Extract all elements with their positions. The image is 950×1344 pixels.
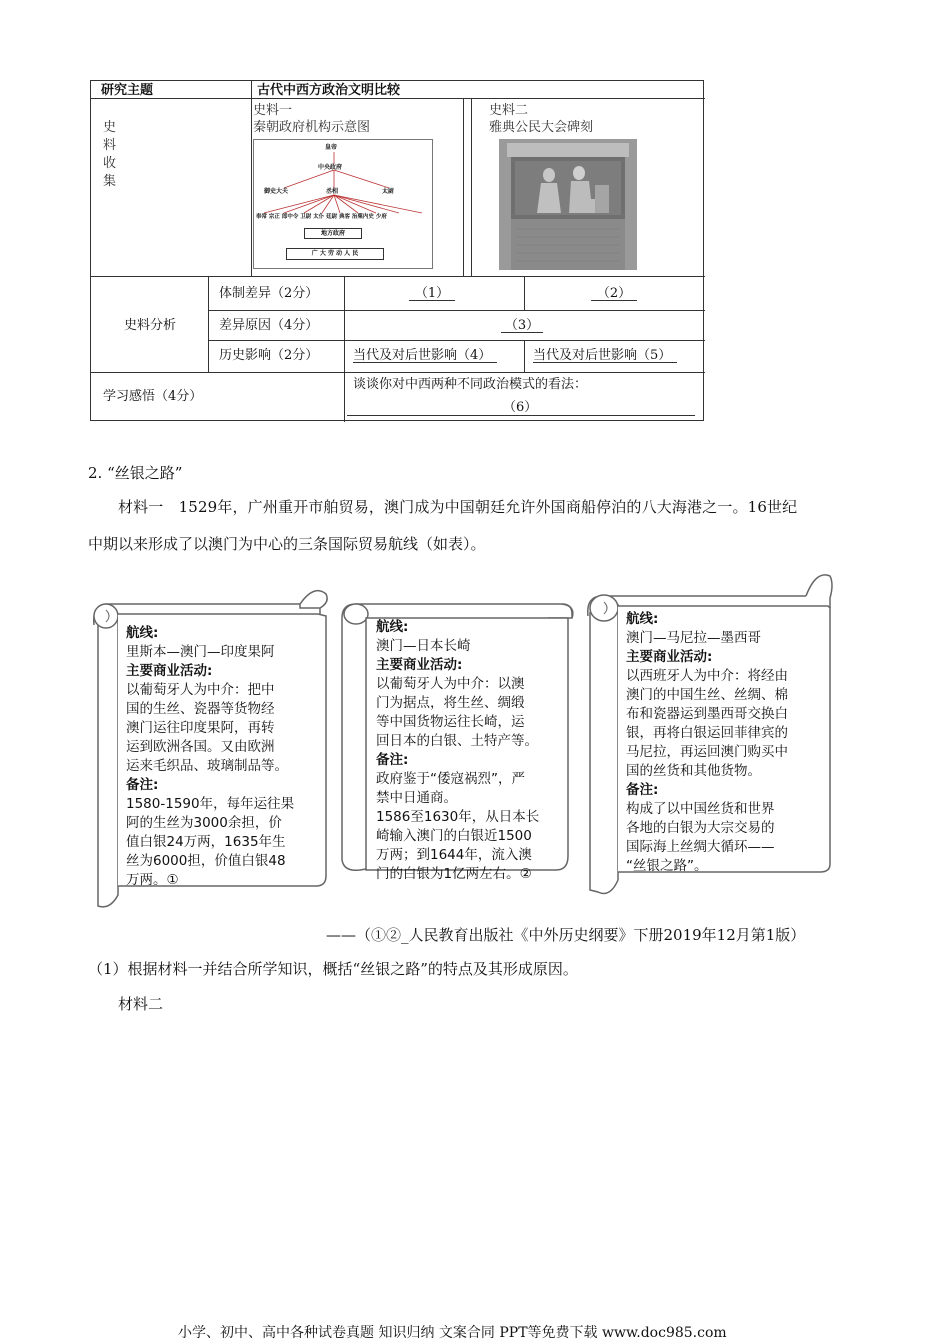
source1-caption: 秦朝政府机构示意图: [253, 120, 371, 135]
research-table: [90, 80, 704, 421]
scroll-text-line: 门的白银为1亿两左右。②: [376, 866, 532, 882]
row1-blank-1: （1）: [409, 287, 455, 301]
collect-char: 料: [103, 138, 117, 153]
source-note: ——（①②_人民教育出版社《中外历史纲要》下册2019年12月第1版）: [326, 926, 806, 944]
scroll-text-line: 1580-1590年，每年运往果: [126, 796, 295, 812]
reflect-underline: [347, 415, 695, 416]
scroll-section-heading: 主要商业活动:: [376, 657, 463, 673]
collect-char: 史: [103, 120, 117, 135]
question-heading: 2. “丝银之路”: [88, 464, 183, 482]
scroll-section-heading: 主要商业活动:: [626, 649, 713, 665]
collect-char: 收: [103, 156, 117, 171]
scroll-text-line: 国际海上丝绸大循环——: [626, 839, 775, 855]
row2-label: 差异原因（4分）: [219, 318, 319, 333]
scroll-text-line: 里斯本—澳门—印度果阿: [126, 644, 275, 660]
topic-label: 研究主题: [101, 83, 154, 98]
scroll-section-heading: 航线:: [126, 625, 159, 641]
scroll-text-line: 崎输入澳门的白银近1500: [376, 828, 532, 844]
stele-relief: [499, 139, 637, 270]
diagram-people: 广 大 劳 动 人 民: [286, 248, 384, 260]
scroll-text-line: 丝为6000担，价值白银48: [126, 853, 286, 869]
material1-line1: 材料一 1529年，广州重开市舶贸易，澳门成为中国朝廷允许外国商船停泊的八大海港之一。16世纪: [118, 498, 798, 516]
scroll-section-heading: 主要商业活动:: [126, 663, 213, 679]
scroll-text-line: 以葡萄牙人为中介：把中: [126, 682, 275, 698]
row2-blank: （3）: [501, 319, 543, 333]
material1-line2: 中期以来形成了以澳门为中心的三条国际贸易航线（如表）。: [88, 535, 486, 553]
row3-label: 历史影响（2分）: [219, 348, 319, 363]
row3-blank-1: 当代及对后世影响（4）: [353, 349, 497, 363]
scroll-text-line: 澳门—马尼拉—墨西哥: [626, 630, 761, 646]
scroll-section-heading: 航线:: [626, 611, 659, 627]
diagram-emperor: 皇帝: [325, 144, 338, 151]
scroll-text-line: 1586至1630年，从日本长: [376, 809, 540, 825]
reflect-blank: （6）: [503, 400, 538, 415]
scroll-text-line: 门为据点，将生丝、绸缎: [376, 695, 525, 711]
scroll-text-line: 马尼拉，再运回澳门购买中: [626, 744, 788, 760]
collect-label: [103, 119, 119, 191]
diagram-taiwei: 太尉: [382, 188, 395, 195]
scroll-card-2: [336, 600, 576, 890]
diagram-ministers: 奉常 宗正 郎中令 卫尉 太仆 廷尉 典客 治粟内史 少府: [256, 214, 387, 220]
row3-blank-2: 当代及对后世影响（5）: [533, 349, 677, 363]
scroll-text-line: 构成了以中国丝货和世界: [626, 801, 775, 817]
reflect-label: 学习感悟（4分）: [103, 389, 203, 404]
scroll-text-line: 国的生丝、瓷器等货物经: [126, 701, 275, 717]
scroll-text-line: 澳门的中国生丝、丝绸、棉: [626, 687, 788, 703]
row1-label: 体制差异（2分）: [219, 286, 319, 301]
reflect-prompt: 谈谈你对中西两种不同政治模式的看法：: [353, 377, 588, 392]
analysis-label: 史料分析: [124, 318, 177, 333]
scroll-text-line: 以葡萄牙人为中介：以澳: [376, 676, 525, 692]
scroll-section-heading: 备注:: [626, 782, 659, 798]
diagram-chengxiang: 丞相: [326, 188, 339, 195]
scroll-text-line: 阿的生丝为3000余担，价: [126, 815, 282, 831]
scroll-text-line: 万两；到1644年，流入澳: [376, 847, 532, 863]
scroll-text-line: 禁中日通商。: [376, 790, 457, 806]
scroll-text-line: 澳门—日本长崎: [376, 638, 471, 654]
scroll-text-line: 运到欧洲各国。又由欧洲: [126, 739, 275, 755]
material2-label: 材料二: [118, 995, 164, 1013]
scroll-text-line: 各地的白银为大宗交易的: [626, 820, 775, 836]
scroll-text-line: 政府鉴于“倭寇祸烈”，严: [376, 771, 525, 787]
scroll-text-line: 值白银24万两，1635年生: [126, 834, 286, 850]
scroll-text-line: “丝银之路”。: [626, 858, 708, 874]
diagram-local: 地方政府: [304, 228, 362, 239]
scroll-text-line: 万两。①: [126, 872, 179, 888]
scroll-text-line: 回日本的白银、土特产等。: [376, 733, 538, 749]
scroll-section-heading: 备注:: [376, 752, 409, 768]
scroll-text-line: 银，再将白银运回菲律宾的: [626, 725, 788, 741]
scroll-card-1: [90, 580, 328, 910]
question-1: （1）根据材料一并结合所学知识，概括“丝银之路”的特点及其形成原因。: [88, 960, 578, 978]
scroll-text-line: 布和瓷器运到墨西哥交换白: [626, 706, 788, 722]
collect-char: 集: [103, 174, 117, 189]
scroll-section-heading: 航线:: [376, 619, 409, 635]
scroll-card-3: [584, 568, 834, 898]
athens-stele-image: [499, 139, 637, 270]
source2-title: 史料二: [489, 103, 529, 118]
diagram-central: 中央政府: [318, 164, 343, 171]
source2-caption: 雅典公民大会碑刻: [489, 120, 594, 135]
topic-value: 古代中西方政治文明比较: [257, 83, 401, 98]
scroll-text-line: 等中国货物运往长崎，运: [376, 714, 525, 730]
scroll-section-heading: 备注:: [126, 777, 159, 793]
scroll-text-line: 澳门运往印度果阿，再转: [126, 720, 275, 736]
source1-title: 史料一: [253, 103, 293, 118]
row1-blank-2: （2）: [591, 287, 637, 301]
diagram-yushi: 御史大夫: [264, 188, 289, 195]
scroll-text-line: 以西班牙人为中介：将经由: [626, 668, 788, 684]
page-footer: 小学、初中、高中各种试卷真题 知识归纳 文案合同 PPT等免费下载 www.doc985.com: [178, 1325, 727, 1341]
qin-government-diagram: [253, 139, 433, 269]
scroll-text-line: 运来毛织品、玻璃制品等。: [126, 758, 288, 774]
scroll-text-line: 国的丝货和其他货物。: [626, 763, 761, 779]
